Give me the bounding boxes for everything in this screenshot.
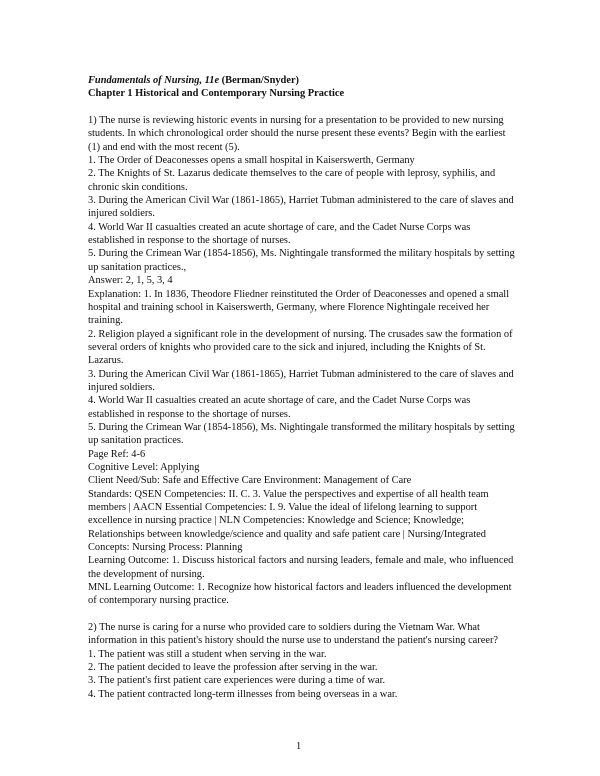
document-page	[88, 74, 518, 701]
q1-explanation-4: 4. World War II casualties created an acute shortage of care, and the Cadet Nurse Corps was established in response to the shortage of nurses.	[88, 395, 471, 420]
chapter-title: Chapter 1 Historical and Contemporary Nursing Practice	[88, 88, 345, 100]
q1-mnl-outcome: MNL Learning Outcome: 1. Recognize how historical factors and leaders influenced the development of contemporary nursing practice.	[88, 582, 512, 607]
q1-explanation-3: 3. During the American Civil War (1861-1865), Harriet Tubman administered to the care of slaves and injured soldiers.	[88, 368, 514, 393]
q2-option-4: 4. The patient contracted long-term illnesses from being overseas in a war.	[88, 688, 398, 700]
q1-answer: Answer: 2, 1, 5, 3, 4	[88, 275, 173, 287]
q2-stem: 2) The nurse is caring for a nurse who provided care to soldiers during the Vietnam War. What information in this patient's history should the nurse use to understand the patient's nursing career?	[88, 622, 499, 647]
page-number: 1	[296, 741, 302, 752]
q1-option-2: 2. The Knights of St. Lazarus dedicate themselves to the care of people with leprosy, syphilis, and chronic skin conditions.	[88, 168, 496, 193]
q1-explanation-1: Explanation: 1. In 1836, Theodore Fliedner reinstituted the Order of Deaconesses and opened a small hospital and training school in Kaiserswerth, Germany, where Florence Nightingale received her training.	[88, 288, 510, 327]
q1-cognitive-level: Cognitive Level: Applying	[88, 461, 200, 473]
q1-client-need: Client Need/Sub: Safe and Effective Care Environment: Management of Care	[88, 475, 412, 487]
q2-option-1: 1. The patient was still a student when serving in the war.	[88, 648, 327, 660]
q1-explanation-2: 2. Religion played a significant role in the development of nursing. The crusades saw the formation of several orders of knights who provided care to the sick and injured, including the Knights of St. Lazarus.	[88, 328, 513, 367]
book-authors: (Berman/Snyder)	[219, 75, 300, 86]
q2-option-2: 2. The patient decided to leave the profession after serving in the war.	[88, 662, 378, 674]
q1-option-5: 5. During the Crimean War (1854-1856), Ms. Nightingale transformed the military hospitals by setting up sanitation practices.,	[88, 248, 515, 273]
q1-learning-outcome: Learning Outcome: 1. Discuss historical factors and nursing leaders, female and male, who influenced the development of nursing.	[88, 555, 514, 580]
q1-stem: 1) The nurse is reviewing historic events in nursing for a presentation to be provided to new nursing students. In which chronological order should the nurse present these events? Begin with the earliest (1) and end with the most recent (5).	[88, 115, 506, 153]
q2-option-3: 3. The patient's first patient care experiences were during a time of war.	[88, 675, 386, 687]
q1-explanation-5: 5. During the Crimean War (1854-1856), Ms. Nightingale transformed the military hospitals by setting up sanitation practices.	[88, 421, 515, 447]
q1-option-3: 3. During the American Civil War (1861-1865), Harriet Tubman administered to the care of slaves and injured soldiers.	[88, 195, 514, 220]
book-title: Fundamentals of Nursing, 11e	[88, 75, 220, 86]
q1-option-1: 1. The Order of Deaconesses opens a small hospital in Kaiserswerth, Germany	[88, 155, 415, 167]
q1-standards: Standards: QSEN Competencies: II. C. 3. Value the perspectives and expertise of all health team members | AACN Essential Competencies: I. 9. Value the ideal of lifelong learning to support excellence in nursing practice | NLN Competencies: Knowledge and Science; Knowledge; Relationships between knowledge/science and quality and safe patient care | Nursing/Integrated Concepts: Nursing Process: Planning	[88, 488, 489, 554]
q1-option-4: 4. World War II casualties created an acute shortage of care, and the Cadet Nurse Corps was established in response to the shortage of nurses.	[88, 221, 471, 247]
q1-page-ref: Page Ref: 4-6	[88, 448, 146, 460]
book-header	[88, 74, 518, 87]
